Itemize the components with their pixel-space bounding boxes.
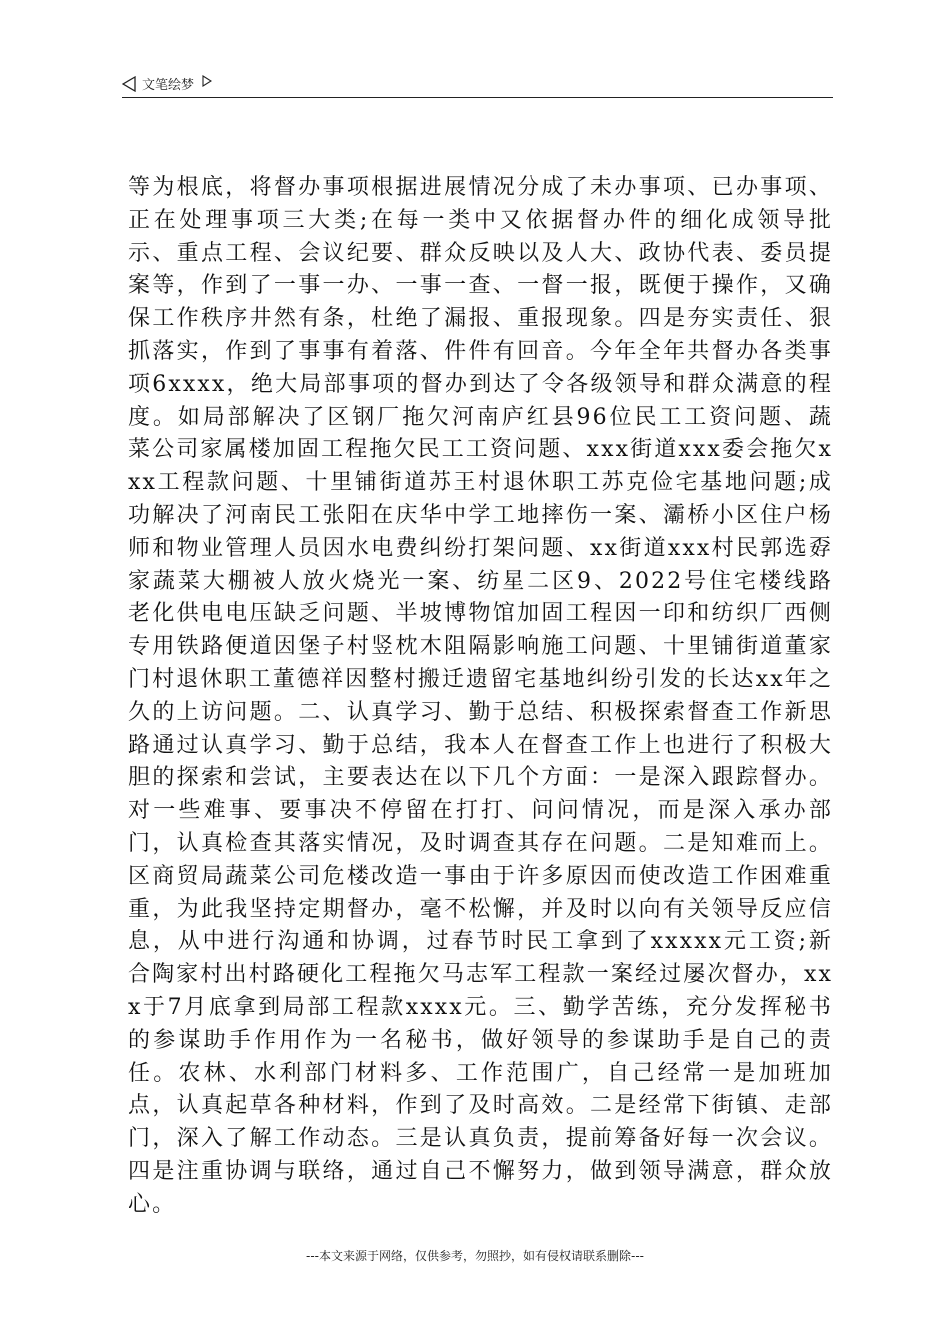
- body-paragraph: 等为根底，将督办事项根据进展情况分成了未办事项、已办事项、正在处理事项三大类;在每一类中又依据督办件的细化成领导批示、重点工程、会议纪要、群众反映以及人大、政协代表、委员提案等，作到了一事一办、一事一查、一督一报，既便于操作，又确保工作秩序井然有条，杜绝了漏报、重报现象。四是夯实责任、狠抓落实，作到了事事有着落、件件有回音。今年全年共督办各类事项6xxxx，绝大局部事项的督办到达了令各级领导和群众满意的程度。如局部解决了区钢厂拖欠河南庐红县96位民工工资问题、蔬菜公司家属楼加固工程拖欠民工工资问题、xxx街道xxx委会拖欠xxx工程款问题、十里铺街道苏王村退休职工苏克俭宅基地问题;成功解决了河南民工张阳在庆华中学工地摔伤一案、灞桥小区住户杨师和物业管理人员因水电费纠纷打架问题、xx街道xxx村民郭选孬家蔬菜大棚被人放火烧光一案、纺星二区9、2022号住宅楼线路老化供电电压缺乏问题、半坡博物馆加固工程因一印和纺织厂西侧专用铁路便道因堡子村竖枕木阻隔影响施工问题、十里铺街道董家门村退休职工董德祥因整村搬迁遗留宅基地纠纷引发的长达xx年之久的上访问题。二、认真学习、勤于总结、积极探索督查工作新思路通过认真学习、勤于总结，我本人在督查工作上也进行了积极大胆的探索和尝试，主要表达在以下几个方面：一是深入跟踪督办。对一些难事、要事决不停留在打打、问问情况，而是深入承办部门，认真检查其落实情况，及时调查其存在问题。二是知难而上。区商贸局蔬菜公司危楼改造一事由于许多原因而使改造工作困难重重，为此我坚持定期督办，毫不松懈，并及时以向有关领导反应信息，从中进行沟通和协调，过春节时民工拿到了xxxxx元工资;新合陶家村出村路硬化工程拖欠马志军工程款一案经过屡次督办，xxx于7月底拿到局部工程款xxxx元。三、勤学苦练，充分发挥秘书的参谋助手作用作为一名秘书，做好领导的参谋助手是自己的责任。农林、水利部门材料多、工作范围广，自己经常一是加班加点，认真起草各种材料，作到了及时高效。二是经常下街镇、走部门，深入了解工作动态。三是认真负责，提前筹备好每一次会议。四是注重协调与联络，通过自己不懈努力，做到领导满意，群众放心。: [128, 175, 833, 1217]
- header-divider: [122, 97, 833, 98]
- footer-notice: ---本文来源于网络，仅供参考，勿照抄，如有侵权请联系删除---: [306, 1249, 644, 1263]
- brand-text: 文笔绘梦: [142, 78, 195, 93]
- header-brand: [122, 74, 212, 93]
- triangle-left-outline-icon: [122, 76, 136, 92]
- page-header: [122, 72, 833, 98]
- triangle-right-outline-icon: [202, 75, 212, 87]
